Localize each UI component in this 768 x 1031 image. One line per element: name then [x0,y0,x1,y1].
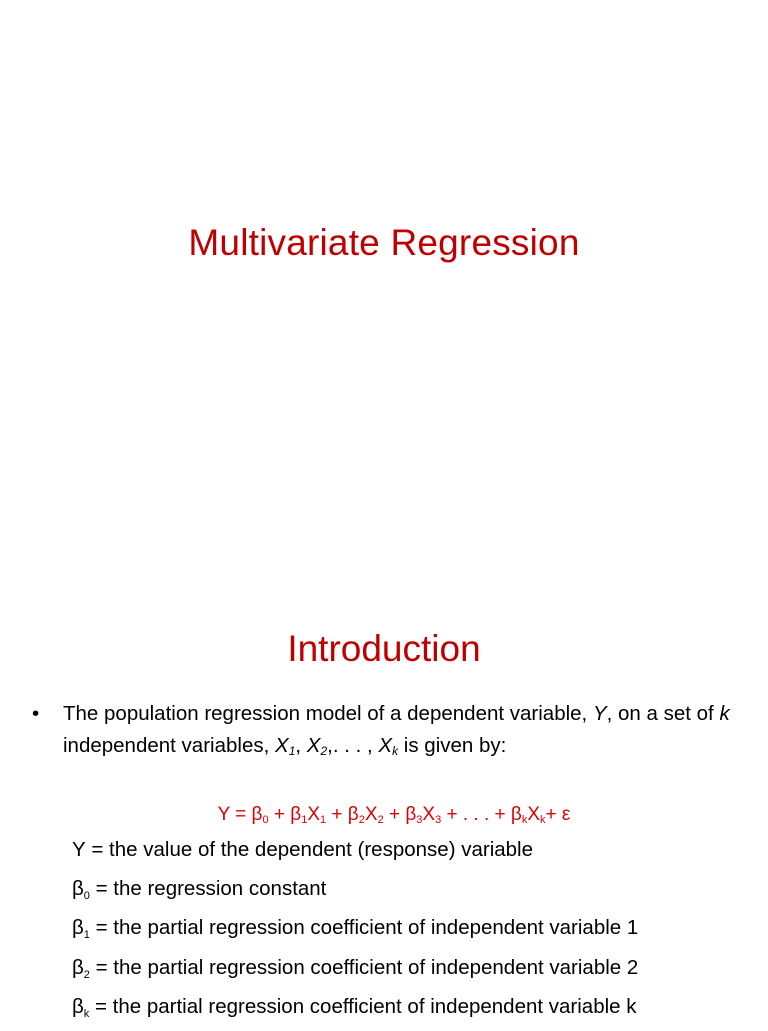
definition-beta-0: $\beta_0$ = the regression constant [72,877,327,903]
regression-equation: $Y = \beta_0 + \beta_1X_1 + \beta_2X_2 + \beta_3X_3$ + . . . + $\beta_kX_k+ \varepsilon$ [217,804,571,826]
definition-beta-2: $\beta_2$ = the partial regression coefficient of independent variable 2 [72,955,639,981]
bullet-text: The population regression model of a dependent variable, Y, on a set of k independent variables, $X_1$, $X_2$,. . . , $X_k$ is given by: [63,702,730,758]
introduction-slide [0,576,768,1024]
definition-list [72,835,762,1031]
definition-y: Y = the value of the dependent (response) variable [72,838,534,861]
definition-beta-k: $\beta_k$ = the partial regression coefficient of independent variable k [72,994,637,1020]
bullet-icon: • [32,702,40,725]
section-title: Introduction [287,628,481,669]
slide-title: Multivariate Regression [188,222,580,263]
bullet-item [32,698,752,762]
definition-beta-1: $\beta_1$ = the partial regression coefficient of independent variable 1 [72,916,639,942]
